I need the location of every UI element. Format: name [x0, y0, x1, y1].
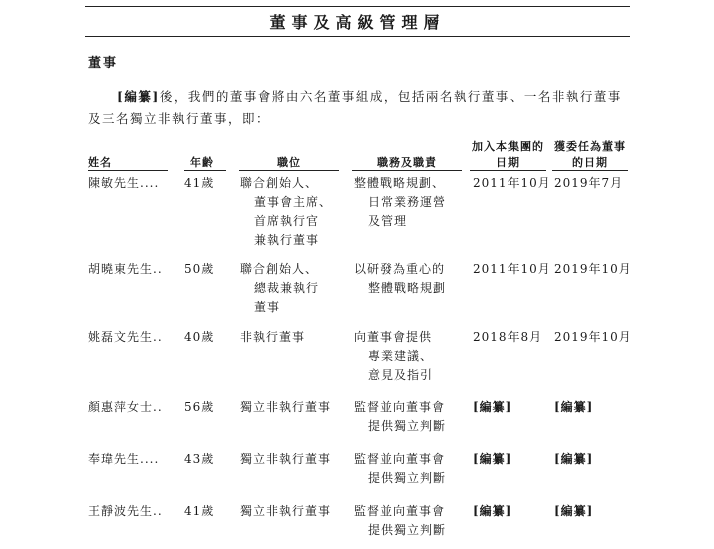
header-join-date [470, 139, 546, 171]
join-date: 2011年10月 [473, 262, 551, 276]
position-line: 獨立非執行董事 [240, 504, 332, 518]
join-date: [編纂] [473, 504, 513, 518]
director-position [240, 328, 305, 347]
join-date: 2018年8月 [473, 330, 543, 344]
director-name: 陳敏先生.... [88, 176, 160, 190]
position-line: 總裁兼執行 [254, 281, 320, 295]
header-underline-age [184, 170, 226, 171]
role-line: 監督並向董事會 [354, 504, 446, 518]
director-age: 40歲 [184, 330, 215, 344]
director-role [354, 450, 446, 488]
header-role: 職務及職責 [377, 156, 437, 169]
position-line: 首席執行官 [254, 214, 320, 228]
position-line: 聯合創始人、 [240, 262, 319, 276]
role-line: 向董事會提供 [354, 330, 433, 344]
appoint-date: 2019年10月 [554, 262, 632, 276]
header-join-line2: 日期 [496, 156, 520, 169]
director-position [240, 260, 319, 317]
director-name: 顏惠萍女士.. [88, 400, 163, 414]
director-role [354, 398, 446, 436]
director-position [240, 502, 331, 521]
position-line: 獨立非執行董事 [240, 400, 332, 414]
role-line: 提供獨立判斷 [368, 419, 447, 433]
role-line: 專業建議、 [368, 349, 434, 363]
director-name: 王靜波先生.. [88, 504, 163, 518]
header-age: 年齡 [190, 156, 214, 169]
top-rule [85, 6, 630, 7]
section-heading: 董事 [88, 56, 119, 71]
position-line: 聯合創始人、 [240, 176, 319, 190]
intro-redacted: [編纂] [117, 89, 160, 104]
director-age: 41歲 [184, 504, 215, 518]
position-line: 董事 [254, 300, 281, 314]
header-underline-appoint [552, 170, 628, 171]
position-line: 獨立非執行董事 [240, 452, 332, 466]
header-name: 姓名 [88, 156, 112, 169]
director-age: 41歲 [184, 176, 215, 190]
director-role [354, 260, 446, 298]
director-name: 奉瑋先生.... [88, 452, 160, 466]
header-position: 職位 [277, 156, 301, 169]
director-age: 43歲 [184, 452, 215, 466]
header-underline-name [88, 170, 168, 171]
header-appoint-line1: 獲委任為董事 [554, 140, 626, 153]
join-date: [編纂] [473, 400, 513, 414]
role-line: 日常業務運營 [368, 195, 447, 209]
director-age: 50歲 [184, 262, 215, 276]
director-position [240, 174, 332, 250]
role-line: 及管理 [368, 214, 408, 228]
header-appoint-date [552, 139, 628, 171]
appoint-date: [編纂] [554, 452, 594, 466]
header-appoint-line2: 的日期 [572, 156, 608, 169]
join-date: 2011年10月 [473, 176, 551, 190]
appoint-date: [編纂] [554, 400, 594, 414]
director-role [354, 502, 446, 540]
role-line: 整體戰略規劃、 [354, 176, 446, 190]
role-line: 整體戰略規劃 [368, 281, 447, 295]
role-line: 提供獨立判斷 [368, 523, 447, 537]
director-position [240, 398, 331, 417]
title-underline [85, 36, 630, 37]
position-line: 非執行董事 [240, 330, 306, 344]
director-role [354, 328, 433, 385]
header-join-line1: 加入本集團的 [472, 140, 544, 153]
director-position [240, 450, 331, 469]
role-line: 監督並向董事會 [354, 400, 446, 414]
page-title: 董事及高級管理層 [269, 13, 446, 32]
intro-text: 後，我們的董事會將由六名董事組成，包括兩名執行董事、一名非執行董事及三名獨立非執行董事，即： [88, 89, 622, 126]
header-underline-join [470, 170, 546, 171]
role-line: 以研發為重心的 [354, 262, 446, 276]
role-line: 意見及指引 [368, 368, 434, 382]
director-role [354, 174, 446, 231]
join-date: [編纂] [473, 452, 513, 466]
role-line: 提供獨立判斷 [368, 471, 447, 485]
director-age: 56歲 [184, 400, 215, 414]
header-underline-position [239, 170, 339, 171]
director-name: 姚磊文先生.. [88, 330, 163, 344]
role-line: 監督並向董事會 [354, 452, 446, 466]
position-line: 兼執行董事 [254, 233, 320, 247]
appoint-date: 2019年7月 [554, 176, 624, 190]
director-name: 胡曉東先生.. [88, 262, 163, 276]
appoint-date: [編纂] [554, 504, 594, 518]
intro-paragraph [88, 86, 633, 130]
appoint-date: 2019年10月 [554, 330, 632, 344]
position-line: 董事會主席、 [254, 195, 333, 209]
header-underline-role [352, 170, 462, 171]
